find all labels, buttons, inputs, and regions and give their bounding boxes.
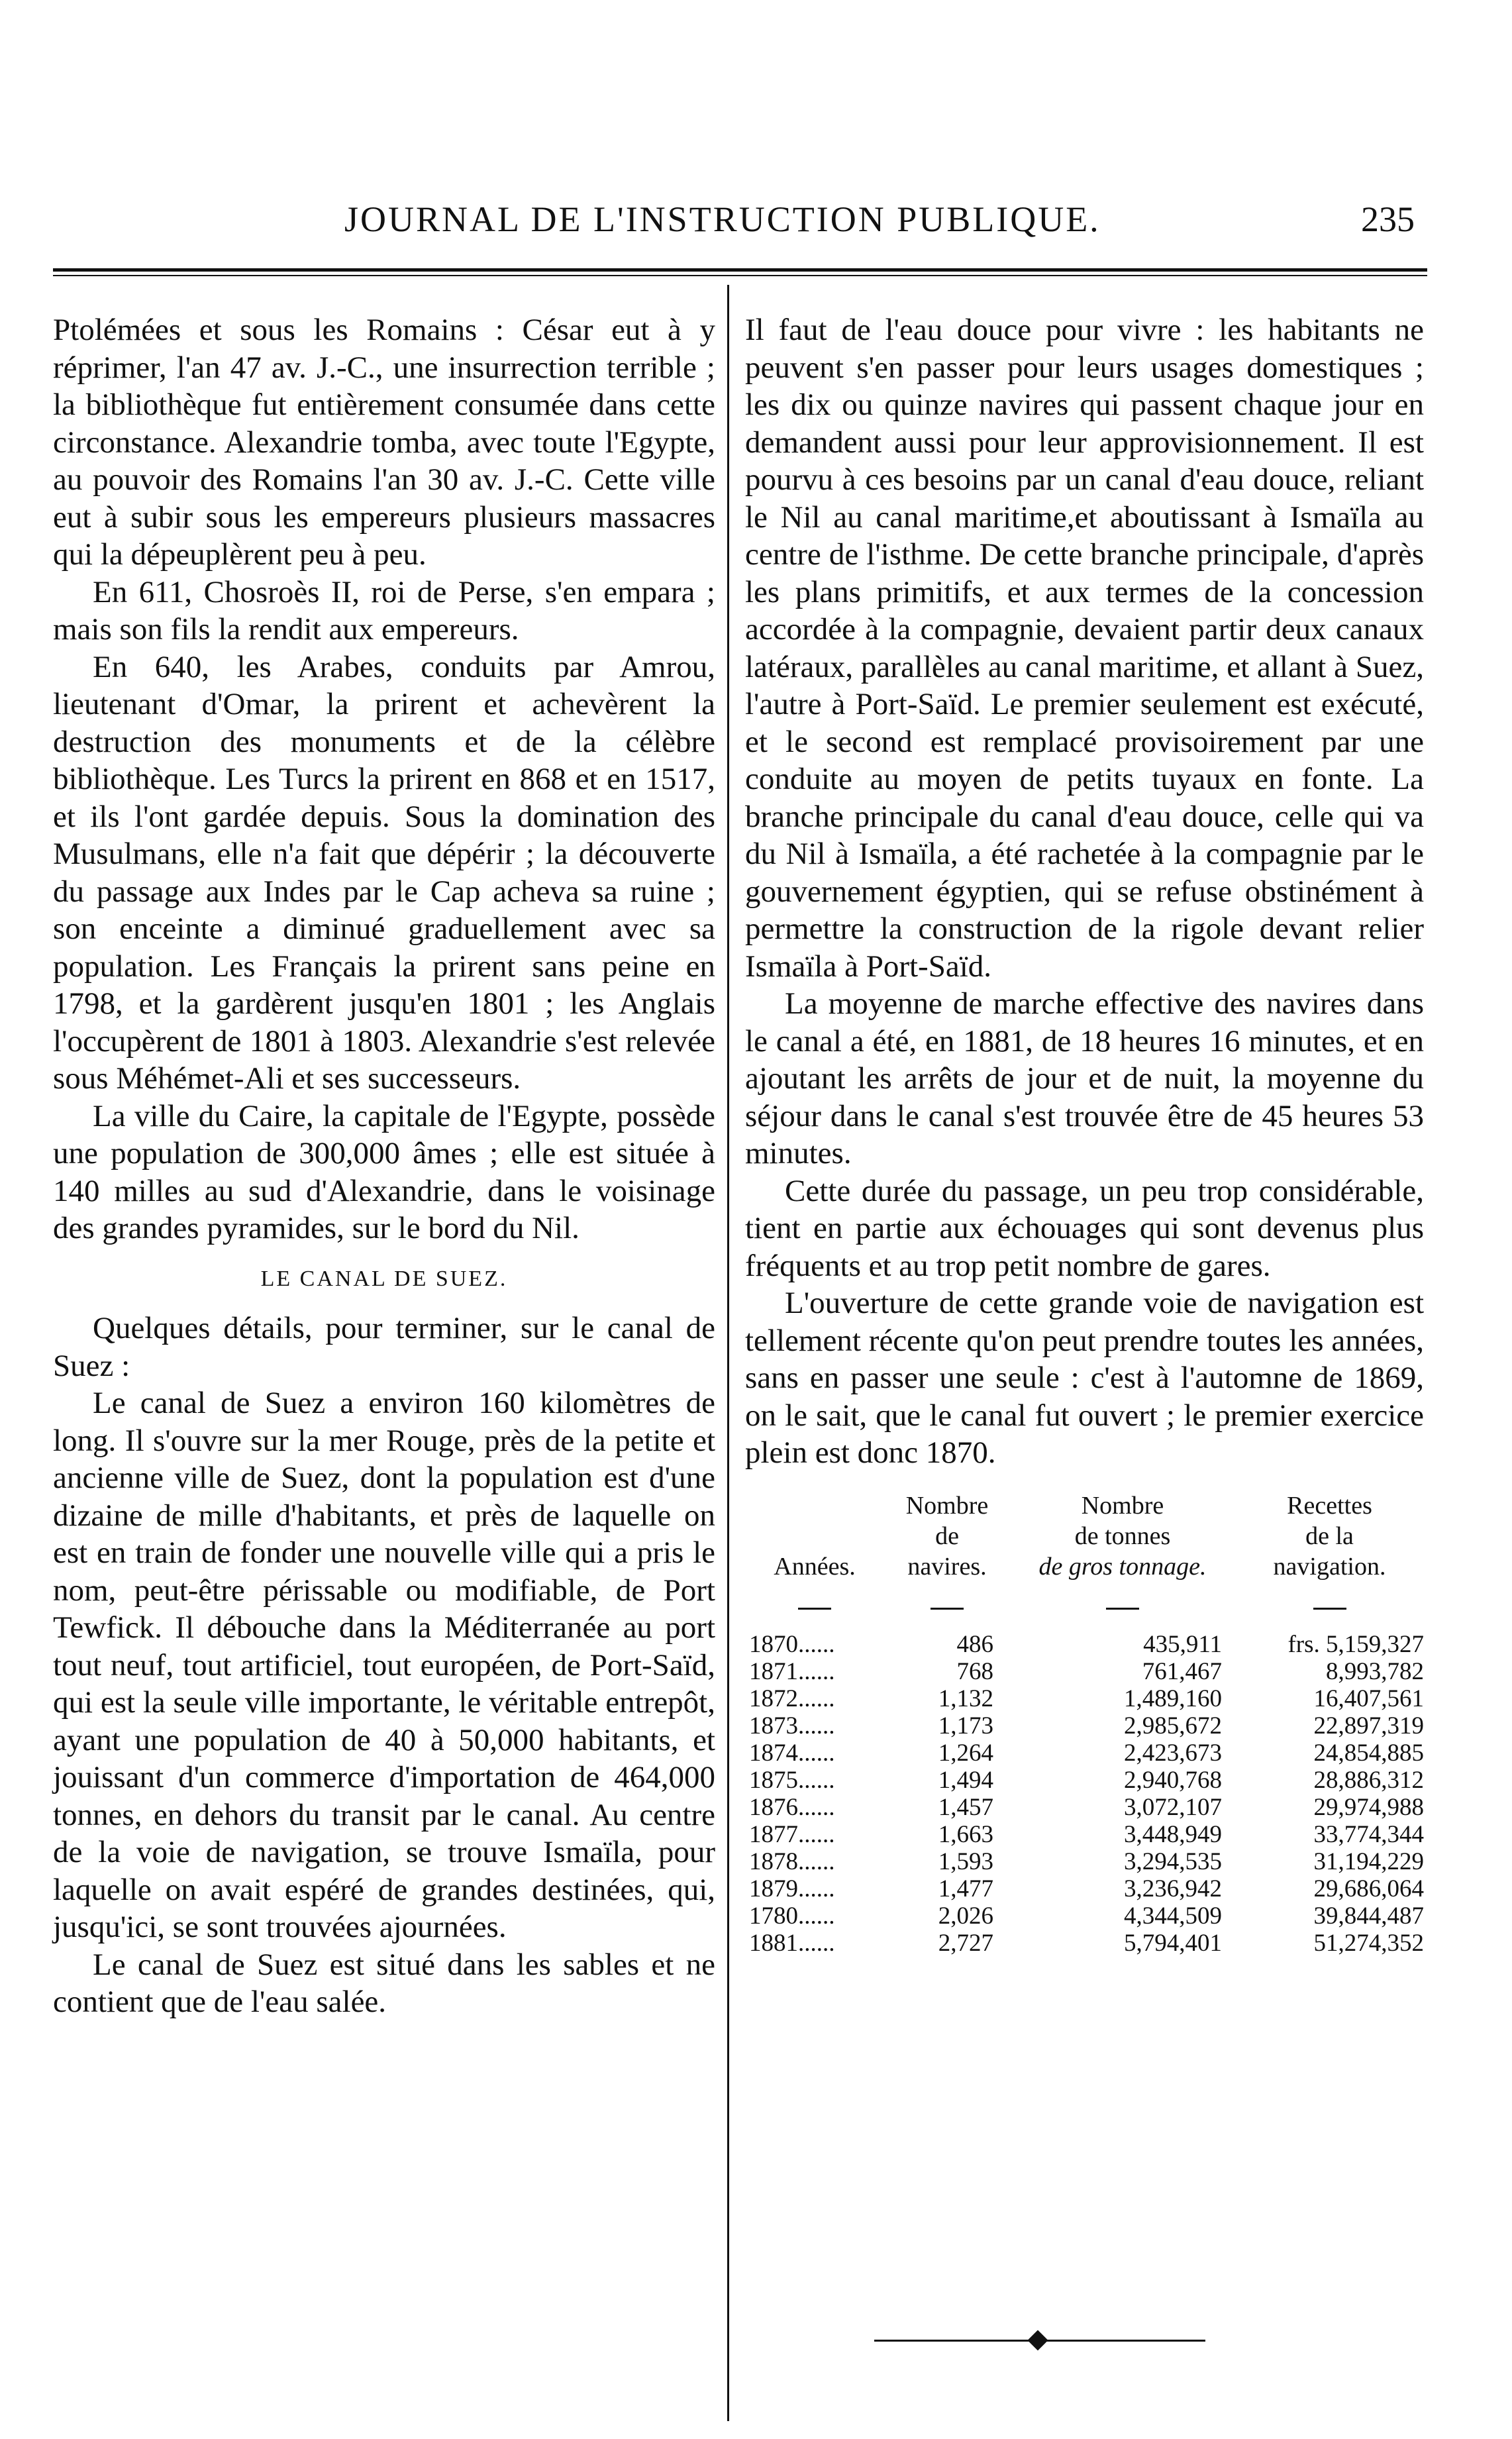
table-row [745, 1794, 1424, 1821]
cell-tonnage: 2,423,673 [1124, 1739, 1222, 1767]
table-row [745, 1739, 1424, 1767]
cell-tonnage: 3,236,942 [1124, 1875, 1222, 1902]
header-cell: Années. [774, 1552, 856, 1581]
paragraph: Le canal de Suez est situé dans les sables et ne contient que de l'eau salée. [53, 1947, 715, 2019]
header-dashes [745, 1587, 1424, 1616]
cell-ships: 1,457 [938, 1793, 993, 1821]
cell-tonnage: 2,940,768 [1124, 1766, 1222, 1794]
paragraph: En 640, les Arabes, conduits par Amrou, lieutenant d'Omar, la prirent et achevèrent la destruction des monuments et de la célèbre bibliothèque. Les Turcs la prirent en 868 et en 1517, et ils l'ont gardée depuis. Sous la domination des Musulmans, elle n'a fait que dépérir ; la découverte du passage aux Indes par le Cap acheva sa ruine ; son enceinte a diminué graduellement avec sa population. Les Français la prirent sans peine en 1798, et la gardèrent jusqu'en 1801 ; les Anglais l'occupèrent de 1801 à 1803. Alexandrie s'est relevée sous Méhémet-Ali et ses successeurs. [53, 649, 715, 1096]
journal-title: JOURNAL DE L'INSTRUCTION PUBLIQUE. [344, 199, 1101, 239]
table-row [745, 1848, 1424, 1875]
paragraph: Quelques détails, pour terminer, sur le canal de Suez : [53, 1311, 715, 1383]
cell-ships: 1,494 [938, 1766, 993, 1794]
table-row [745, 1902, 1424, 1930]
cell-ships: 486 [956, 1630, 993, 1658]
cell-ships: 1,593 [938, 1847, 993, 1875]
paragraph: L'ouverture de cette grande voie de navigation est tellement récente qu'on peut prendre toutes les années, sans en passer une seule : c'est à l'automne de 1869, on le sait, que le canal fut ouvert ; le premier exercice plein est donc 1870. [745, 1286, 1424, 1470]
cell-receipts: 22,897,319 [1313, 1712, 1424, 1739]
cell-year: 1875...... [749, 1766, 835, 1794]
cell-receipts: 29,686,064 [1313, 1875, 1424, 1902]
cell-tonnage: 2,985,672 [1124, 1712, 1222, 1739]
cell-tonnage: 4,344,509 [1124, 1902, 1222, 1930]
cell-ships: 1,173 [938, 1712, 993, 1739]
cell-year: 1878...... [749, 1847, 835, 1875]
cell-year: 1872...... [749, 1685, 835, 1712]
header-cell: Nombre [1081, 1491, 1164, 1520]
paragraph: Ptolémées et sous les Romains : César eut à y réprimer, l'an 47 av. J.-C., une insurrection terrible ; la bibliothèque fut entièrement consumée dans cette circonstance. Alexandrie tomba, avec toute l'Egypte, au pouvoir des Romains l'an 30 av. J.-C. Cette ville eut à subir sous les empereurs plusieurs massacres qui la dépeuplèrent peu à peu. [53, 313, 715, 572]
table-body [745, 1631, 1424, 1957]
page-header [0, 199, 1512, 245]
cell-year: 1877...... [749, 1820, 835, 1848]
cell-year: 1870...... [749, 1630, 835, 1658]
cell-year: 1874...... [749, 1739, 835, 1767]
table-row [745, 1930, 1424, 1957]
header-cell: de la [1305, 1522, 1354, 1550]
paragraph: Il faut de l'eau douce pour vivre : les habitants ne peuvent s'en passer pour leurs usages domestiques ; les dix ou quinze navires qui passent chaque jour en demandent aussi pour leur approvisionnement. Il est pourvu à ces besoins par un canal d'eau douce, reliant le Nil au canal maritime,et aboutissant à Ismaïla au centre de l'isthme. De cette branche principale, d'après les plans primitifs, et aux termes de la concession accordée à la compagnie, devaient partir deux canaux latéraux, parallèles au canal maritime, et allant à Suez, l'autre à Port-Saïd. Le premier seulement est exécuté, et le second est remplacé provisoirement par une conduite au moyen de petits tuyaux en fonte. La branche principale du canal d'eau douce, celle qui va du Nil à Ismaïla, a été rachetée à la compagnie par le gouvernement égyptien, qui se refuse obstinément à permettre la construction de la rigole devant relier Ismaïla à Port-Saïd. [745, 313, 1424, 984]
cell-receipts: 8,993,782 [1326, 1657, 1424, 1685]
header-cell: navires. [907, 1552, 987, 1581]
cell-ships: 1,663 [938, 1820, 993, 1848]
cell-receipts: 39,844,487 [1313, 1902, 1424, 1930]
section-title: LE CANAL DE SUEZ. [260, 1266, 508, 1291]
paragraph: Cette durée du passage, un peu trop considérable, tient en partie aux échouages qui sont devenus plus fréquents et au trop petit nombre de gares. [745, 1173, 1424, 1283]
cell-tonnage: 1,489,160 [1124, 1685, 1222, 1712]
cell-ships: 768 [956, 1657, 993, 1685]
cell-receipts: 28,886,312 [1313, 1766, 1424, 1794]
table-header-line-2 [745, 1521, 1424, 1551]
table-row [745, 1712, 1424, 1739]
cell-receipts: 24,854,885 [1313, 1739, 1424, 1767]
header-rule-thick [53, 268, 1427, 272]
header-cell [745, 1490, 884, 1521]
closing-ornament [874, 2332, 1205, 2352]
table-header-line-1 [745, 1490, 1424, 1521]
cell-year: 1879...... [749, 1875, 835, 1902]
cell-ships: 1,264 [938, 1739, 993, 1767]
page-number: 235 [1361, 199, 1415, 239]
dash [884, 1587, 1010, 1616]
dash [1010, 1587, 1235, 1616]
table-row [745, 1875, 1424, 1902]
cell-receipts: 16,407,561 [1313, 1685, 1424, 1712]
suez-statistics-table [745, 1490, 1424, 1957]
dash [745, 1587, 884, 1616]
table-row [745, 1767, 1424, 1794]
cell-tonnage: 761,467 [1142, 1657, 1222, 1685]
cell-tonnage: 5,794,401 [1124, 1929, 1222, 1957]
paragraph: La ville du Caire, la capitale de l'Egypte, possède une population de 300,000 âmes ; elle est située à 140 milles au sud d'Alexandrie, dans le voisinage des grandes pyramides, sur le bord du Nil. [53, 1098, 715, 1245]
header-cell: Nombre [905, 1491, 989, 1520]
table-header-line-3 [745, 1551, 1424, 1582]
header-rule-thin [53, 275, 1427, 276]
cell-ships: 1,132 [938, 1685, 993, 1712]
cell-ships: 2,026 [938, 1902, 993, 1930]
cell-year: 1881...... [749, 1929, 835, 1957]
paragraph: La moyenne de marche effective des navires dans le canal a été, en 1881, de 18 heures 16 minutes, et en ajoutant les arrêts de jour et de nuit, la moyenne du séjour dans le canal s'est trouvée être de 45 heures 53 minutes. [745, 986, 1424, 1170]
cell-year: 1871...... [749, 1657, 835, 1685]
header-cell: de gros tonnage. [1038, 1552, 1207, 1581]
header-cell: Recettes [1287, 1491, 1372, 1520]
cell-receipts: 51,274,352 [1313, 1929, 1424, 1957]
column-divider [727, 285, 729, 2421]
paragraph: Le canal de Suez a environ 160 kilomètres de long. Il s'ouvre sur la mer Rouge, près de la petite et ancienne ville de Suez, dont la population est d'une dizaine de mille d'habitants, et près de laquelle on est en train de fonder une nouvelle ville qui a pris le nom, peut-être périssable ou modifiable, de Port Tewfick. Il débouche dans la Méditerranée au port tout neuf, tout artificiel, tout européen, de Port-Saïd, qui est la seule ville importante, le véritable entrepôt, ayant une population de 40 à 50,000 habitants, et jouissant d'un commerce d'importation de 464,000 tonnes, en dehors du transit par le canal. Au centre de la voie de navigation, se trouve Ismaïla, pour laquelle on avait espéré de grandes destinées, qui, jusqu'ici, se sont trouvées ajournées. [53, 1386, 715, 1944]
cell-year: 1876...... [749, 1793, 835, 1821]
header-cell [745, 1521, 884, 1551]
cell-tonnage: 3,072,107 [1124, 1793, 1222, 1821]
table-row [745, 1658, 1424, 1685]
cell-tonnage: 3,294,535 [1124, 1847, 1222, 1875]
cell-year: 1780...... [749, 1902, 835, 1930]
cell-receipts: 31,194,229 [1313, 1847, 1424, 1875]
cell-ships: 2,727 [938, 1929, 993, 1957]
ornament-diamond [1027, 2330, 1048, 2350]
header-cell: de [935, 1522, 959, 1550]
dash [1235, 1587, 1424, 1616]
cell-receipts: 33,774,344 [1313, 1820, 1424, 1848]
cell-tonnage: 435,911 [1143, 1630, 1222, 1658]
table-row [745, 1821, 1424, 1848]
cell-year: 1873...... [749, 1712, 835, 1739]
right-column [745, 311, 1424, 1957]
header-cell: de tonnes [1074, 1522, 1171, 1550]
cell-ships: 1,477 [938, 1875, 993, 1902]
table-row [745, 1685, 1424, 1712]
left-column [53, 311, 715, 2021]
cell-receipts: frs. 5,159,327 [1287, 1630, 1424, 1658]
table-row [745, 1631, 1424, 1658]
header-cell: navigation. [1273, 1552, 1386, 1581]
cell-tonnage: 3,448,949 [1124, 1820, 1222, 1848]
cell-receipts: 29,974,988 [1313, 1793, 1424, 1821]
paragraph: En 611, Chosroès II, roi de Perse, s'en empara ; mais son fils la rendit aux empereurs. [53, 574, 715, 647]
